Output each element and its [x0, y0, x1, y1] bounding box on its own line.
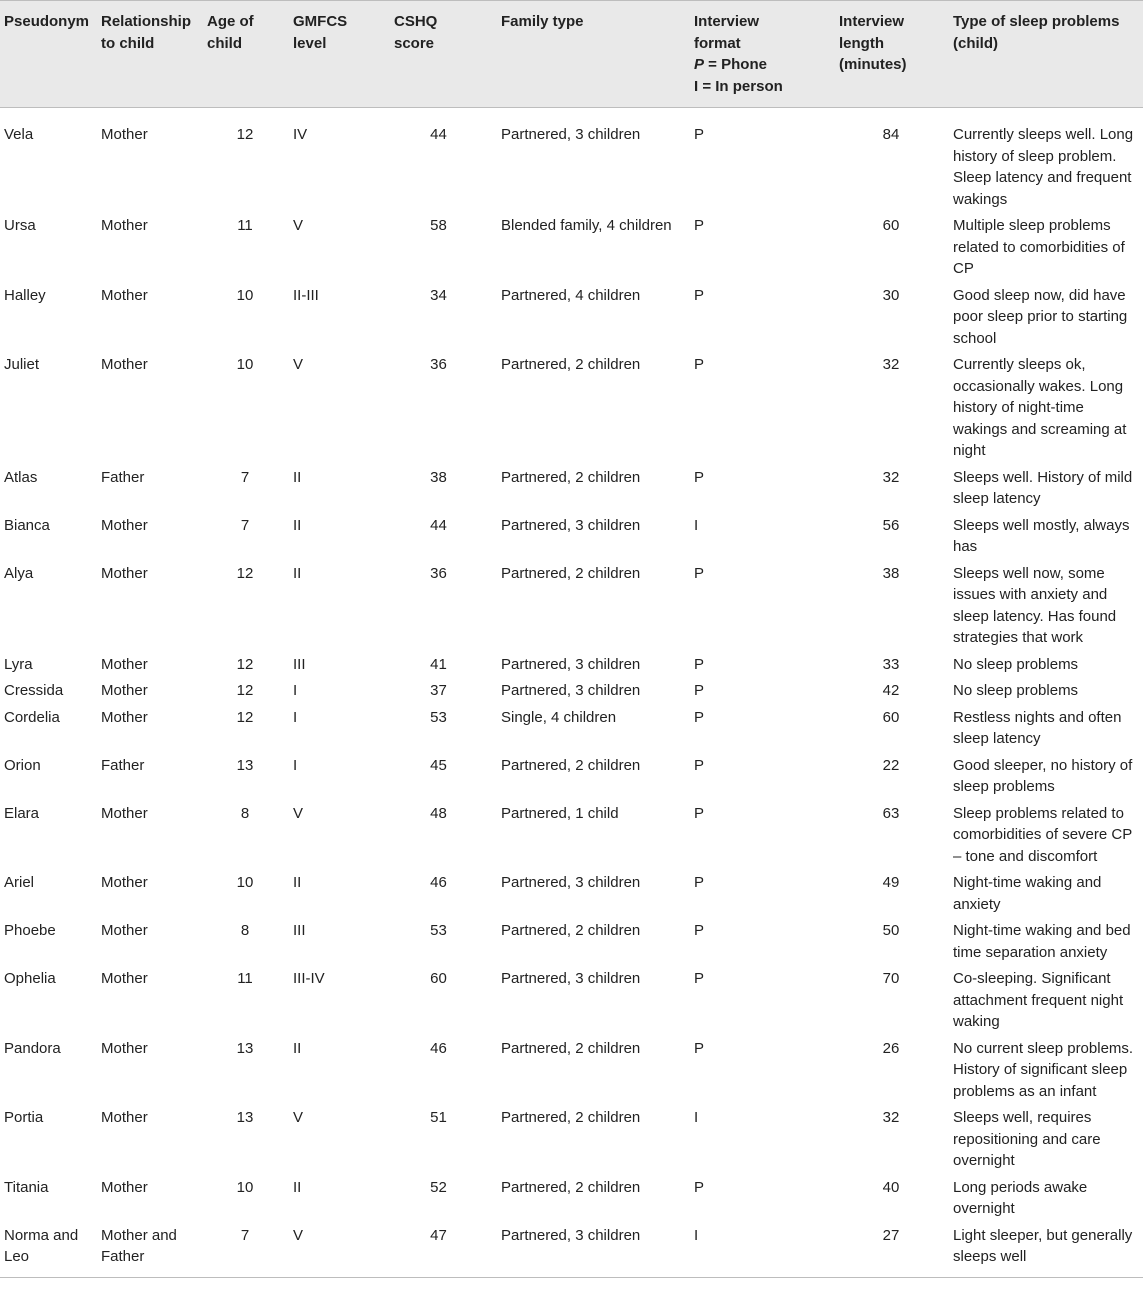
- cell-family-type: Partnered, 2 children: [501, 356, 641, 373]
- table-row: [0, 679, 1143, 706]
- cell-pseudonym: Norma and Leo: [0, 1224, 97, 1278]
- cell-cshq: 38: [430, 468, 447, 486]
- cell-gmfcs: V: [293, 217, 304, 234]
- cell-relationship: Mother: [101, 922, 148, 939]
- cell-relationship: Mother: [101, 1109, 148, 1126]
- cell-relationship: Mother: [101, 356, 148, 373]
- table-header: [0, 1, 1143, 108]
- cell-pseudonym: Elara: [4, 804, 40, 822]
- cell-interview-length: 56: [882, 516, 900, 534]
- cell-pseudonym: Cressida: [4, 682, 64, 699]
- cell-sleep-problems: No sleep problems: [953, 682, 1079, 699]
- cell-pseudonym: Cordelia: [4, 708, 60, 726]
- cell-gmfcs: I: [293, 682, 298, 699]
- header-cshq: CSHQ score: [382, 1, 497, 108]
- cell-sleep-problems: Night-time waking and anxiety: [953, 874, 1102, 913]
- cell-gmfcs: IV: [293, 126, 308, 143]
- cell-sleep-problems: Sleep problems related to comorbidities of severe CP – tone and discomfort: [953, 804, 1132, 865]
- cell-interview-format: P: [694, 1178, 705, 1196]
- table-body: [0, 108, 1143, 1278]
- cell-family-type: Partnered, 3 children: [501, 874, 641, 891]
- cell-interview-length: 32: [882, 356, 900, 373]
- cell-relationship: Mother: [101, 564, 148, 582]
- cell-interview-format: P: [694, 922, 705, 939]
- cell-pseudonym: Vela: [4, 126, 34, 143]
- cell-family-type: Partnered, 2 children: [501, 1178, 641, 1196]
- cell-sleep-problems: Night-time waking and bed time separation anxiety: [953, 922, 1131, 961]
- cell-interview-length: 26: [882, 1039, 900, 1057]
- cell-age: 12: [236, 682, 254, 699]
- cell-interview-length: 33: [882, 655, 900, 673]
- cell-sleep-problems: Currently sleeps well. Long history of sleep problem. Sleep latency and frequent wakings: [953, 126, 1134, 208]
- cell-interview-format: P: [694, 756, 705, 774]
- cell-family-type: Partnered, 1 child: [501, 804, 619, 822]
- cell-interview-length: 22: [882, 756, 900, 774]
- cell-interview-length: 60: [882, 708, 900, 726]
- table-row: [0, 108, 1143, 215]
- cell-sleep-problems: Co-sleeping. Significant attachment frequent night waking: [953, 970, 1124, 1030]
- cell-relationship: Mother: [101, 516, 148, 534]
- cell-sleep-problems: No current sleep problems. History of significant sleep problems as an infant: [953, 1039, 1134, 1100]
- cell-interview-format: P: [694, 1039, 705, 1057]
- cell-age: 12: [236, 655, 254, 673]
- cell-family-type: Partnered, 3 children: [501, 516, 641, 534]
- cell-interview-format: P: [694, 708, 705, 726]
- cell-gmfcs: I: [293, 708, 298, 726]
- cell-interview-format: P: [694, 356, 705, 373]
- cell-age: 7: [240, 516, 250, 534]
- table-row: [0, 871, 1143, 919]
- cell-gmfcs: II: [293, 564, 302, 582]
- cell-family-type: Partnered, 2 children: [501, 756, 641, 774]
- cell-family-type: Partnered, 3 children: [501, 682, 641, 699]
- cell-pseudonym: Ursa: [4, 217, 36, 234]
- cell-pseudonym: Pandora: [4, 1039, 61, 1057]
- cell-interview-length: 40: [882, 1178, 900, 1196]
- cell-interview-length: 84: [882, 126, 900, 143]
- header-relationship: Relationship to child: [97, 1, 203, 108]
- cell-age: 13: [236, 1109, 254, 1126]
- cell-relationship: Father: [101, 468, 145, 486]
- cell-gmfcs: V: [293, 1109, 304, 1126]
- cell-interview-length: 30: [882, 286, 900, 304]
- cell-relationship: Mother: [101, 655, 148, 673]
- cell-cshq: 36: [430, 564, 447, 582]
- cell-age: 8: [240, 804, 250, 822]
- cell-cshq: 52: [430, 1178, 447, 1196]
- table-row: [0, 1224, 1143, 1278]
- cell-gmfcs: II: [293, 468, 302, 486]
- cell-pseudonym: Titania: [4, 1178, 49, 1196]
- cell-pseudonym: Ophelia: [4, 970, 56, 987]
- cell-pseudonym: Juliet: [4, 356, 40, 373]
- table-row: [0, 562, 1143, 653]
- cell-interview-length: 42: [882, 682, 900, 699]
- cell-gmfcs: II-III: [293, 286, 319, 304]
- cell-interview-length: 38: [882, 564, 900, 582]
- cell-gmfcs: II: [293, 1178, 302, 1196]
- header-interview-length: Interview length (minutes): [835, 1, 949, 108]
- cell-interview-format: P: [694, 468, 705, 486]
- cell-sleep-problems: Restless nights and often sleep latency: [953, 708, 1122, 747]
- cell-pseudonym: Alya: [4, 564, 34, 582]
- cell-family-type: Blended family, 4 children: [501, 217, 672, 234]
- cell-sleep-problems: Sleeps well. History of mild sleep latency: [953, 468, 1133, 507]
- cell-pseudonym: Bianca: [4, 516, 50, 534]
- header-gmfcs: GMFCS level: [289, 1, 382, 108]
- cell-pseudonym: Atlas: [4, 468, 38, 486]
- cell-relationship: Mother: [101, 804, 148, 822]
- table-row: [0, 706, 1143, 754]
- cell-interview-length: 50: [882, 922, 900, 939]
- cell-pseudonym: Lyra: [4, 655, 33, 673]
- table-row: [0, 214, 1143, 284]
- cell-gmfcs: II: [293, 516, 302, 534]
- cell-age: 11: [237, 217, 253, 234]
- cell-cshq: 46: [430, 874, 447, 891]
- cell-cshq: 45: [430, 756, 447, 774]
- cell-interview-format: P: [694, 286, 705, 304]
- cell-interview-length: 60: [882, 217, 900, 234]
- cell-interview-format: P: [694, 126, 705, 143]
- cell-sleep-problems: Multiple sleep problems related to comorbidities of CP: [953, 217, 1125, 277]
- cell-interview-format: I: [694, 1109, 699, 1126]
- table-row: [0, 919, 1143, 967]
- cell-age: 10: [236, 1178, 254, 1196]
- cell-relationship: Mother: [101, 970, 148, 987]
- cell-sleep-problems: Sleeps well now, some issues with anxiety and sleep latency. Has found strategies that work: [953, 564, 1117, 646]
- cell-relationship: Mother: [101, 217, 148, 234]
- cell-gmfcs: II: [293, 874, 302, 891]
- table-row: [0, 1037, 1143, 1107]
- cell-relationship: Mother: [101, 1039, 148, 1057]
- cell-pseudonym: Orion: [4, 756, 41, 774]
- cell-age: 12: [236, 564, 254, 582]
- cell-pseudonym: Portia: [4, 1109, 44, 1126]
- cell-gmfcs: III: [293, 655, 306, 673]
- table-row: [0, 514, 1143, 562]
- cell-age: 8: [240, 922, 250, 939]
- cell-age: 13: [236, 1039, 254, 1057]
- cell-interview-length: 32: [882, 1109, 900, 1126]
- cell-age: 12: [236, 126, 254, 143]
- cell-pseudonym: Phoebe: [4, 922, 56, 939]
- cell-family-type: Partnered, 2 children: [501, 1109, 641, 1126]
- cell-gmfcs: V: [289, 1224, 382, 1278]
- header-interview-format: Interview format P = Phone I = In person: [690, 1, 835, 108]
- cell-family-type: Partnered, 2 children: [501, 1039, 641, 1057]
- cell-gmfcs: III: [293, 922, 306, 939]
- cell-relationship: Mother: [101, 708, 148, 726]
- cell-relationship: Mother: [101, 1178, 148, 1196]
- cell-age: 11: [237, 970, 253, 987]
- cell-gmfcs: V: [293, 804, 304, 822]
- cell-cshq: 41: [430, 655, 447, 673]
- cell-interview-length: 70: [882, 970, 900, 987]
- cell-age: 10: [236, 286, 254, 304]
- cell-cshq: 47: [382, 1224, 497, 1278]
- cell-interview-length: 49: [882, 874, 900, 891]
- cell-family-type: Partnered, 4 children: [501, 286, 641, 304]
- cell-interview-format: P: [694, 970, 705, 987]
- cell-cshq: 53: [430, 708, 447, 726]
- cell-pseudonym: Halley: [4, 286, 46, 304]
- header-pseudonym: Pseudonym: [0, 1, 97, 108]
- cell-interview-format: I: [690, 1224, 835, 1278]
- cell-age: 10: [236, 874, 254, 891]
- table-row: [0, 967, 1143, 1037]
- cell-sleep-problems: Sleeps well, requires repositioning and care overnight: [953, 1109, 1101, 1169]
- cell-interview-format: P: [694, 682, 705, 699]
- header-row: [0, 1, 1143, 108]
- cell-cshq: 44: [430, 516, 447, 534]
- cell-relationship: Father: [101, 756, 145, 774]
- cell-cshq: 37: [430, 682, 447, 699]
- table-row: [0, 1106, 1143, 1176]
- cell-relationship: Mother and Father: [97, 1224, 203, 1278]
- cell-interview-length: 32: [882, 468, 900, 486]
- cell-sleep-problems: Long periods awake overnight: [953, 1178, 1088, 1217]
- cell-sleep-problems: Good sleeper, no history of sleep problems: [953, 756, 1133, 795]
- cell-relationship: Mother: [101, 874, 148, 891]
- cell-relationship: Mother: [101, 286, 148, 304]
- cell-interview-format: P: [694, 804, 705, 822]
- cell-family-type: Single, 4 children: [501, 708, 617, 726]
- cell-age: 13: [236, 756, 254, 774]
- cell-family-type: Partnered, 3 children: [501, 970, 641, 987]
- table-row: [0, 653, 1143, 680]
- cell-family-type: Partnered, 2 children: [501, 468, 641, 486]
- cell-family-type: Partnered, 2 children: [501, 564, 641, 582]
- cell-cshq: 36: [430, 356, 447, 373]
- cell-family-type: Partnered, 3 children: [497, 1224, 690, 1278]
- cell-interview-length: 27: [835, 1224, 949, 1278]
- cell-cshq: 34: [430, 286, 447, 304]
- cell-age: 7: [203, 1224, 289, 1278]
- cell-age: 12: [236, 708, 254, 726]
- cell-cshq: 53: [430, 922, 447, 939]
- cell-gmfcs: II: [293, 1039, 302, 1057]
- cell-interview-format: P: [694, 217, 705, 234]
- cell-gmfcs: V: [293, 356, 304, 373]
- cell-interview-format: P: [694, 564, 705, 582]
- cell-sleep-problems: No sleep problems: [953, 655, 1079, 673]
- cell-cshq: 46: [430, 1039, 447, 1057]
- cell-cshq: 48: [430, 804, 447, 822]
- cell-relationship: Mother: [101, 682, 148, 699]
- cell-sleep-problems: Sleeps well mostly, always has: [953, 516, 1130, 555]
- table-row: [0, 802, 1143, 872]
- cell-cshq: 58: [430, 217, 447, 234]
- header-sleep-problems: Type of sleep problems (child): [949, 1, 1143, 108]
- cell-age: 7: [240, 468, 250, 486]
- header-age: Age of child: [203, 1, 289, 108]
- cell-cshq: 51: [430, 1109, 447, 1126]
- cell-interview-format: I: [694, 516, 699, 534]
- header-family-type: Family type: [497, 1, 690, 108]
- cell-sleep-problems: Good sleep now, did have poor sleep prior to starting school: [953, 286, 1128, 347]
- cell-relationship: Mother: [101, 126, 148, 143]
- cell-cshq: 44: [430, 126, 447, 143]
- table-row: [0, 284, 1143, 354]
- cell-age: 10: [236, 356, 254, 373]
- cell-family-type: Partnered, 3 children: [501, 655, 641, 673]
- cell-cshq: 60: [430, 970, 447, 987]
- cell-sleep-problems: Light sleeper, but generally sleeps well: [949, 1224, 1143, 1278]
- table-row: [0, 754, 1143, 802]
- table-row: [0, 1176, 1143, 1224]
- table-row: [0, 353, 1143, 466]
- table-row: [0, 466, 1143, 514]
- cell-gmfcs: III-IV: [293, 970, 325, 987]
- format-phone-legend: P = Phone: [694, 56, 767, 73]
- cell-interview-format: P: [694, 655, 705, 673]
- cell-gmfcs: I: [293, 756, 298, 774]
- cell-family-type: Partnered, 2 children: [501, 922, 641, 939]
- cell-pseudonym: Ariel: [4, 874, 35, 891]
- cell-interview-length: 63: [882, 804, 900, 822]
- cell-sleep-problems: Currently sleeps ok, occasionally wakes. Long history of night-time wakings and screaming at night: [953, 356, 1127, 459]
- cell-interview-format: P: [694, 874, 705, 891]
- cell-family-type: Partnered, 3 children: [501, 126, 641, 143]
